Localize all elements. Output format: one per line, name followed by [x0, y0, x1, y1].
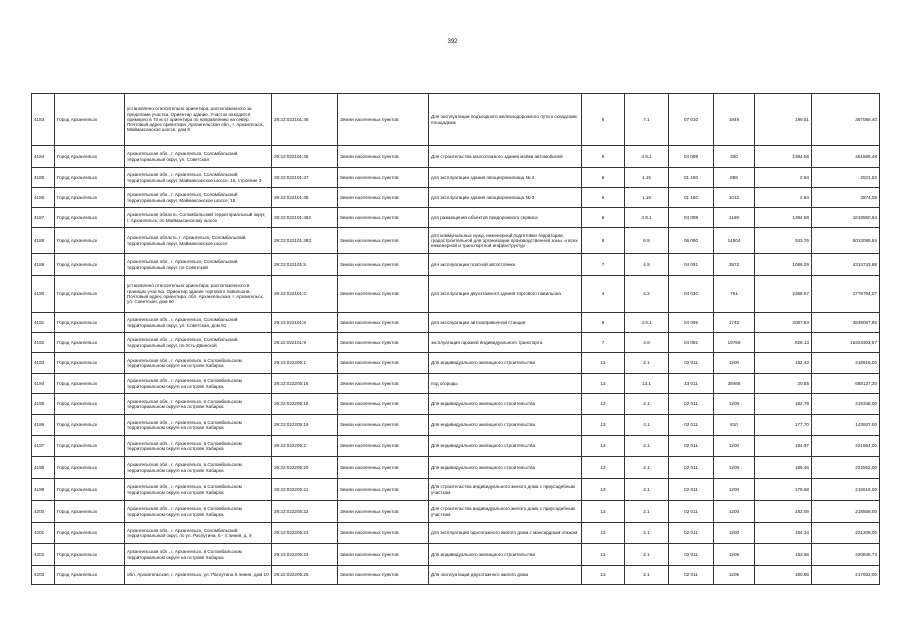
cell-cadastral-value: 367068,40	[812, 94, 880, 146]
table-row	[32, 394, 880, 415]
cell-cadastral-number: 29:22:022101:3	[272, 276, 338, 313]
cell-group: 6	[582, 208, 625, 228]
cell-cadastral-value: 2521,82	[812, 168, 880, 188]
cell-use-code: 04 098	[669, 146, 714, 168]
cell-group: 13	[582, 353, 625, 374]
cell-cadastral-value: 5013095,84	[812, 228, 880, 254]
cell-permitted-use: Для индивидуального жилищного строительства	[429, 353, 582, 374]
cell-land-category: Земли населенных пунктов	[338, 188, 429, 208]
table-row	[32, 436, 880, 457]
cell-use-code: 04 099	[669, 208, 714, 228]
table-row	[32, 479, 880, 501]
table-row	[32, 544, 880, 566]
cell-group: 6	[582, 168, 625, 188]
table-row	[32, 168, 880, 188]
cell-cadastral-number: 29:22:022101:48	[272, 188, 338, 208]
cell-address: установлено относительно ориентира, расположенного за пределами участка. Ориентир здание. Участок находится примерно в 70 м от ориентира по направлению на север. Почтовый адрес ориентира: Архангельская обл., г. Архангельск, Маймаксанское шоссе, дом 6	[125, 94, 272, 146]
cell-row-number: 4183	[32, 94, 55, 146]
cell-type-code: 2.1	[625, 544, 669, 566]
cell-type-code: 4.9.1	[625, 313, 669, 333]
cell-settlement: Город Архангельск	[55, 94, 125, 146]
cell-land-category: Земли населенных пунктов	[338, 228, 429, 254]
cell-address: Архангельская обл., г. Архангельск, Соломбальский территориальный округ, по Усть-Двинской	[125, 333, 272, 353]
cell-specific-value: 2.84	[755, 188, 812, 208]
cell-address: Архангельская обл., г. Архангельск, Соломбальский территориальный округ, по Советской	[125, 254, 272, 276]
cell-specific-value: 826.13	[755, 333, 812, 353]
cell-group: 13	[582, 374, 625, 394]
cell-use-code: 02 011	[669, 544, 714, 566]
table-row	[32, 415, 880, 436]
cell-land-category: Земли населенных пунктов	[338, 333, 429, 353]
cell-type-code: 1.15	[625, 168, 669, 188]
cell-settlement: Город Архангельск	[55, 313, 125, 333]
cell-row-number: 4193	[32, 353, 55, 374]
cell-type-code: 2.1	[625, 479, 669, 501]
cell-land-category: Земли населенных пунктов	[338, 313, 429, 333]
cell-cadastral-number: 29:22:022205:2	[272, 436, 338, 457]
cell-row-number: 4199	[32, 479, 55, 501]
cell-settlement: Город Архангельск	[55, 208, 125, 228]
cell-cadastral-value: 219348,00	[812, 394, 880, 415]
cell-specific-value: 343.76	[755, 228, 812, 254]
cell-cadastral-value: 2874,08	[812, 188, 880, 208]
cell-permitted-use: для эксплуатации платной автостоянки	[429, 254, 582, 276]
cell-settlement: Город Архангельск	[55, 276, 125, 313]
table-row	[32, 523, 880, 544]
cell-type-code: 2.1	[625, 501, 669, 523]
cell-address: Архангельская обл., г. Архангельск, в Соломбальском территориальном округе на острове Хабарка	[125, 501, 272, 523]
cell-cadastral-value: 221964,00	[812, 436, 880, 457]
cell-cadastral-number: 29:22:022205:23	[272, 523, 338, 544]
cell-area: 1169	[714, 208, 755, 228]
cell-group: 13	[582, 566, 625, 585]
cell-row-number: 4196	[32, 415, 55, 436]
cell-land-category: Земли населенных пунктов	[338, 415, 429, 436]
cell-land-category: Земли населенных пунктов	[338, 436, 429, 457]
cell-use-code: 07 010	[669, 94, 714, 146]
cell-row-number: 4200	[32, 501, 55, 523]
cell-address: Архангельская обл., г. Архангельск, в Соломбальском территориальном округе на острове Хабарка	[125, 353, 272, 374]
cell-area: 39466	[714, 374, 755, 394]
cell-area: 1200	[714, 501, 755, 523]
cell-address: установлено относительно ориентира, расположенного в границах участка. Ориентир здание торгового павильона. Почтовый адрес ориентира: обл. Архангельская, г. Архангельск, ул. Советская, дом 90	[125, 276, 272, 313]
cell-specific-value: 2368.57	[755, 276, 812, 313]
cell-cadastral-number: 29:22:022101:8	[272, 313, 338, 333]
cell-specific-value: 182.79	[755, 394, 812, 415]
table-row	[32, 94, 880, 146]
cell-cadastral-value: 461868,48	[812, 146, 880, 168]
table-row	[32, 566, 880, 585]
cell-type-code: 7.1	[625, 94, 669, 146]
cell-specific-value: 184.97	[755, 436, 812, 457]
cell-permitted-use: Для индивидуального жилищного строительства	[429, 436, 582, 457]
cell-settlement: Город Архангельск	[55, 544, 125, 566]
cell-use-code: 04 092	[669, 333, 714, 353]
cell-specific-value: 177.70	[755, 415, 812, 436]
cell-settlement: Город Архангельск	[55, 436, 125, 457]
cell-land-category: Земли населенных пунктов	[338, 544, 429, 566]
cell-address: Архангельская обл., г. Архангельск, в Соломбальском территориальном округе на острове Хабарка	[125, 374, 272, 394]
cell-group: 13	[582, 479, 625, 501]
cell-area: 868	[714, 168, 755, 188]
cell-row-number: 4189	[32, 254, 55, 276]
cell-group: 6	[582, 188, 625, 208]
cell-settlement: Город Архангельск	[55, 333, 125, 353]
cell-cadastral-value: 16323302,67	[812, 333, 880, 353]
cell-address: Архангельская область, г. Архангельск, Соломбальский территориальный округ, Маймаксанское шоссе	[125, 228, 272, 254]
cell-cadastral-number: 29:22:022101:482	[272, 208, 338, 228]
cell-specific-value: 184.34	[755, 523, 812, 544]
cell-area: 14504	[714, 228, 755, 254]
cell-area: 1205	[714, 566, 755, 585]
cell-row-number: 4195	[32, 394, 55, 415]
cell-permitted-use: Для эксплуатации двухэтажного жилого дома	[429, 566, 582, 585]
cell-cadastral-number: 29:22:022101:9	[272, 333, 338, 353]
cell-address: Архангельская обл., г. Архангельск, Соломбальский территориальный округ, по ул. Распутина, 5 - п линия, д. 9	[125, 523, 272, 544]
cell-type-code: 2.1	[625, 436, 669, 457]
cell-group: 4	[582, 276, 625, 313]
cell-type-code: 2.1	[625, 415, 669, 436]
cell-permitted-use: Для строительства индивидуального жилого дома с приусадебным участком	[429, 479, 582, 501]
cell-permitted-use: Для индивидуального жилищного строительства	[429, 457, 582, 479]
cell-specific-value: 20.55	[755, 374, 812, 394]
cell-land-category: Земли населенных пунктов	[338, 457, 429, 479]
cell-permitted-use: Для строительства малоэтажного здания мойки автомобилей	[429, 146, 582, 168]
cell-area: 751	[714, 276, 755, 313]
cell-permitted-use: Для индивидуального жилищного строительства	[429, 415, 582, 436]
cell-row-number: 4185	[32, 168, 55, 188]
cell-specific-value: 183.56	[755, 544, 812, 566]
cell-type-code: 4.9.1	[625, 208, 669, 228]
cell-row-number: 4184	[32, 146, 55, 168]
cell-address: Архангельская обл., г. Архангельск, Соломбальский территориальный округ, Маймаксанское шоссе, 15	[125, 188, 272, 208]
cell-settlement: Город Архангельск	[55, 394, 125, 415]
cell-cadastral-value: 1618550,64	[812, 208, 880, 228]
cell-cadastral-number: 29:22:022101:46	[272, 146, 338, 168]
cell-cadastral-value: 218508,00	[812, 501, 880, 523]
table-row	[32, 146, 880, 168]
page-number: 392	[447, 39, 458, 45]
cell-specific-value: 1384.58	[755, 208, 812, 228]
cell-area: 1200	[714, 457, 755, 479]
cell-type-code: 2.1	[625, 523, 669, 544]
cell-specific-value: 182.43	[755, 353, 812, 374]
table-row	[32, 501, 880, 523]
cell-permitted-use: Для индивидуального жилищного строительства	[429, 394, 582, 415]
cell-permitted-use: эксплуатация гаражей индивидуального транспорта	[429, 333, 582, 353]
cell-permitted-use: для эксплуатации автозаправочной станции	[429, 313, 582, 333]
cell-row-number: 4197	[32, 436, 55, 457]
cell-type-code: 4.9.1	[625, 146, 669, 168]
table-row	[32, 457, 880, 479]
cell-cadastral-number: 29:22:022205:25	[272, 566, 338, 585]
cell-type-code: 4.3	[625, 276, 669, 313]
cell-use-code: 06 090	[669, 228, 714, 254]
cell-settlement: Город Архангельск	[55, 523, 125, 544]
cell-permitted-use: для коммунальных нужд, инженерной подготовки территории, градостроительной для организации производственной зоны, и всех инженерной и транспортной инфраструктур	[429, 228, 582, 254]
cell-cadastral-value: 143937,00	[812, 415, 880, 436]
cell-use-code: 02 011	[669, 501, 714, 523]
cell-land-category: Земли населенных пунктов	[338, 353, 429, 374]
cell-cadastral-number: 29:22:022205:1	[272, 353, 338, 374]
cell-type-code: 2.1	[625, 353, 669, 374]
cell-land-category: Земли населенных пунктов	[338, 394, 429, 415]
cell-area: 810	[714, 415, 755, 436]
cell-row-number: 4188	[32, 228, 55, 254]
cell-permitted-use: Для эксплуатации подъездного железнодорожного пути к складским площадкам	[429, 94, 582, 146]
cell-group: 6	[582, 146, 625, 168]
cell-type-code: 4.9	[625, 254, 669, 276]
cell-address: Архангельская обл., г. Архангельск, Соломбальский территориальный округ, Маймаксанское шоссе, 15, строение 3	[125, 168, 272, 188]
cell-type-code: 1.15	[625, 188, 669, 208]
cell-use-code: 02 011	[669, 394, 714, 415]
table-row	[32, 333, 880, 353]
table-row	[32, 374, 880, 394]
cell-settlement: Город Архангельск	[55, 479, 125, 501]
cell-settlement: Город Архангельск	[55, 188, 125, 208]
cell-row-number: 4192	[32, 333, 55, 353]
cell-land-category: Земли населенных пунктов	[338, 146, 429, 168]
cell-cadastral-value: 218916,00	[812, 353, 880, 374]
table-row	[32, 276, 880, 313]
table-row	[32, 353, 880, 374]
cell-land-category: Земли населенных пунктов	[338, 479, 429, 501]
cell-land-category: Земли населенных пунктов	[338, 501, 429, 523]
cell-area: 19759	[714, 333, 755, 353]
cell-area: 1200	[714, 436, 755, 457]
cell-permitted-use: для эксплуатации здания овощехранилища № 4	[429, 168, 582, 188]
cell-address: Архангельская область, Соломбальский территориальный округ, г. Архангельск, по Маймаксанскому шоссе	[125, 208, 272, 228]
cell-cadastral-number: 29:22:022101:483	[272, 228, 338, 254]
cell-specific-value: 179.68	[755, 479, 812, 501]
cell-use-code: 02 011	[669, 415, 714, 436]
cell-cadastral-number: 29:22:022205:22	[272, 501, 338, 523]
cell-cadastral-value: 3639067,69	[812, 313, 880, 333]
cell-cadastral-number: 29:22:022205:21	[272, 479, 338, 501]
cell-cadastral-number: 29:22:022101:47	[272, 168, 338, 188]
cell-row-number: 4198	[32, 457, 55, 479]
cell-land-category: Земли населенных пунктов	[338, 374, 429, 394]
cell-specific-value: 1384.56	[755, 146, 812, 168]
cell-specific-value: 180.86	[755, 566, 812, 585]
cell-type-code: 13.1	[625, 374, 669, 394]
cell-specific-value: 185.46	[755, 457, 812, 479]
table-row	[32, 313, 880, 333]
cell-area: 1200	[714, 479, 755, 501]
table-body	[32, 94, 880, 585]
cell-address: Архангельская обл., г. Архангельск, в Соломбальском территориальном округе на острове Хабарка	[125, 436, 272, 457]
cell-use-code: 01 150	[669, 188, 714, 208]
cell-land-category: Земли населенных пунктов	[338, 168, 429, 188]
cell-permitted-use: для эксплуатации двухэтажного здания торгового павильона	[429, 276, 582, 313]
cell-specific-value: 2.84	[755, 168, 812, 188]
cell-group: 13	[582, 544, 625, 566]
cell-address: Архангельская обл., г. Архангельск, в Соломбальском территориальном округе на острове Хабарка	[125, 544, 272, 566]
cell-use-code: 02 011	[669, 566, 714, 585]
cell-group: 7	[582, 333, 625, 353]
table-row	[32, 254, 880, 276]
cell-settlement: Город Архангельск	[55, 566, 125, 585]
table-row	[32, 188, 880, 208]
cell-use-code: 01 150	[669, 168, 714, 188]
cell-group: 13	[582, 523, 625, 544]
cell-address: Архангельская обл., г. Архангельск, в Соломбальском территориальном округе на острове Хабарка	[125, 457, 272, 479]
cell-group: 13	[582, 436, 625, 457]
cell-address: Архангельская обл., г. Архангельск, в Соломбальском территориальном округе на острове Хабарка	[125, 479, 272, 501]
cell-permitted-use: Для строительства индивидуального жилого дома с приусадебным участком	[429, 501, 582, 523]
cell-group: 13	[582, 415, 625, 436]
table-row	[32, 208, 880, 228]
cell-settlement: Город Архангельск	[55, 415, 125, 436]
cell-area: 330	[714, 146, 755, 168]
cell-area: 1743	[714, 313, 755, 333]
cell-cadastral-value: 222552,00	[812, 457, 880, 479]
cell-row-number: 4201	[32, 523, 55, 544]
cell-land-category: Земли населенных пунктов	[338, 94, 429, 146]
cell-permitted-use: под огороды	[429, 374, 582, 394]
cell-row-number: 4203	[32, 566, 55, 585]
cell-row-number: 4194	[32, 374, 55, 394]
cell-cadastral-number: 29:22:022101:45	[272, 94, 338, 146]
cell-land-category: Земли населенных пунктов	[338, 208, 429, 228]
cell-use-code: 02 011	[669, 457, 714, 479]
cell-land-category: Земли населенных пунктов	[338, 254, 429, 276]
cell-address: Архангельская обл., г. Архангельск, Соломбальский территориальный округ, ул. Советская	[125, 146, 272, 168]
cell-cadastral-value: 1778794,07	[812, 276, 880, 313]
cell-group: 7	[582, 254, 625, 276]
cell-specific-value: 1086.29	[755, 254, 812, 276]
cell-permitted-use: Для индивидуального жилищного строительства	[429, 544, 582, 566]
cell-area: 1012	[714, 188, 755, 208]
cell-cadastral-number: 29:22:022205:19	[272, 415, 338, 436]
cell-permitted-use: для размещения объектов придорожного сервиса	[429, 208, 582, 228]
cell-land-category: Земли населенных пунктов	[338, 523, 429, 544]
table-row	[32, 228, 880, 254]
cell-type-code: 2.1	[625, 394, 669, 415]
cell-permitted-use: для эксплуатации здания овощехранилища № 3	[429, 188, 582, 208]
cell-type-code: 2.1	[625, 457, 669, 479]
cell-area: 1205	[714, 544, 755, 566]
cell-address: Архангельская обл., г. Архангельск, в Соломбальском территориальном округе на острове Хабарка	[125, 394, 272, 415]
cell-type-code: 6.9	[625, 228, 669, 254]
cell-use-code: 04 030	[669, 276, 714, 313]
cell-area: 1200	[714, 523, 755, 544]
cell-specific-value: 2087.83	[755, 313, 812, 333]
cell-cadastral-number: 29:22:022205:24	[272, 544, 338, 566]
cell-row-number: 4187	[32, 208, 55, 228]
cell-row-number: 4186	[32, 188, 55, 208]
cell-group: 13	[582, 394, 625, 415]
cell-cadastral-number: 29:22:022205:18	[272, 394, 338, 415]
cell-cadastral-value: 4314743,88	[812, 254, 880, 276]
cell-row-number: 4191	[32, 313, 55, 333]
cadastral-value-table	[31, 93, 880, 585]
cell-row-number: 4190	[32, 276, 55, 313]
cell-type-code: 2.1	[625, 566, 669, 585]
cell-use-code: 04 095	[669, 313, 714, 333]
cell-group: 6	[582, 94, 625, 146]
cell-use-code: 13 011	[669, 374, 714, 394]
cell-settlement: Город Архангельск	[55, 168, 125, 188]
cell-cadastral-number: 29:22:022205:20	[272, 457, 338, 479]
cell-group: 6	[582, 313, 625, 333]
cell-group: 13	[582, 457, 625, 479]
cell-settlement: Город Архангельск	[55, 457, 125, 479]
cell-settlement: Город Архангельск	[55, 146, 125, 168]
cell-cadastral-value: 220846,74	[812, 544, 880, 566]
cell-area: 1849	[714, 94, 755, 146]
cell-cadastral-number: 29:22:022101:5	[272, 254, 338, 276]
cell-specific-value: 182.09	[755, 501, 812, 523]
cell-group: 13	[582, 501, 625, 523]
cell-cadastral-value: 688137,30	[812, 374, 880, 394]
cell-row-number: 4202	[32, 544, 55, 566]
cell-address: Архангельская обл., г. Архангельск, в Соломбальском территориальном округе на острове Хабарка	[125, 415, 272, 436]
cell-specific-value: 199.51	[755, 94, 812, 146]
cell-settlement: Город Архангельск	[55, 374, 125, 394]
cell-settlement: Город Архангельск	[55, 501, 125, 523]
cell-cadastral-value: 215616,00	[812, 479, 880, 501]
cell-settlement: Город Архангельск	[55, 254, 125, 276]
cell-cadastral-number: 29:22:022205:16	[272, 374, 338, 394]
cell-land-category: Земли населенных пунктов	[338, 566, 429, 585]
cell-use-code: 02 011	[669, 436, 714, 457]
cell-settlement: Город Архангельск	[55, 228, 125, 254]
cell-use-code: 02 011	[669, 523, 714, 544]
cell-group: 6	[582, 228, 625, 254]
cell-area: 1200	[714, 353, 755, 374]
cell-area: 3872	[714, 254, 755, 276]
cell-address: обл. Архангельская, г. Архангельск, ул. Распутина 5 линия, дом 10	[125, 566, 272, 585]
cell-cadastral-value: 221208,00	[812, 523, 880, 544]
cell-type-code: 4.9	[625, 333, 669, 353]
cell-area: 1200	[714, 394, 755, 415]
cell-cadastral-value: 217932,00	[812, 566, 880, 585]
cell-address: Архангельская обл., г. Архангельск, Соломбальский территориальный округ, ул. Советская, дом 91	[125, 313, 272, 333]
cell-permitted-use: для эксплуатации одноэтажного жилого дома с мансардным этажом	[429, 523, 582, 544]
cell-settlement: Город Архангельск	[55, 353, 125, 374]
cell-use-code: 02 011	[669, 353, 714, 374]
cell-use-code: 04 091	[669, 254, 714, 276]
cell-use-code: 02 011	[669, 479, 714, 501]
cell-land-category: Земли населенных пунктов	[338, 276, 429, 313]
